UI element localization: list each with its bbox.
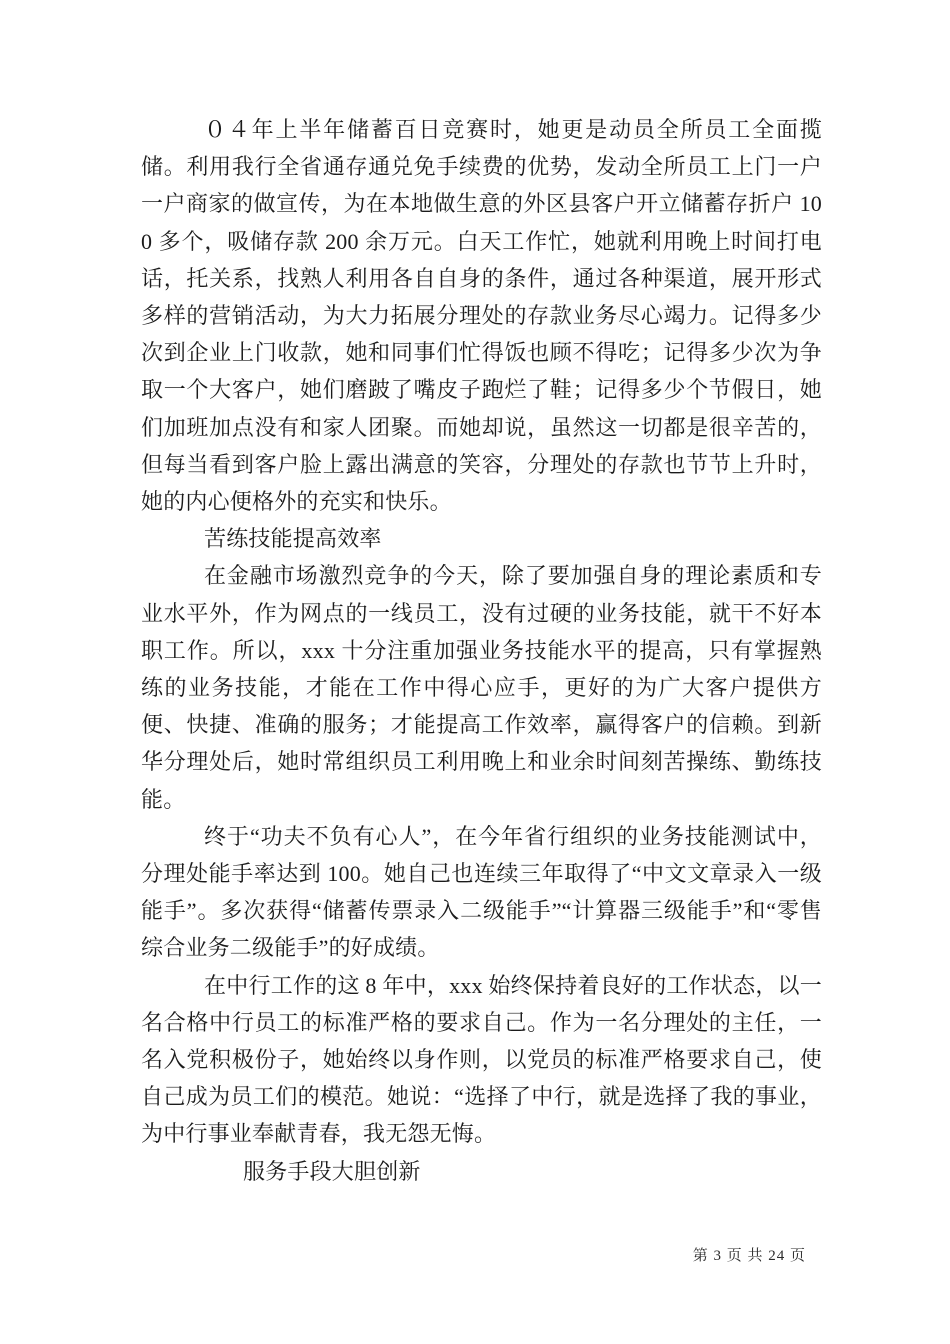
- section-heading-service-innovation: 服务手段大胆创新: [243, 1158, 421, 1184]
- paragraph-skills-training: 在金融市场激烈竞争的今天，除了要加强自身的理论素质和专业水平外，作为网点的一线员工，没有过硬的业务技能，就干不好本职工作。所以，xxx 十分注重加强业务技能水平的提高，只有掌握熟练的业务技能，才能在工作中得心应手，更好的为广大客户提供方便、快捷、准确的服务；才能提高工作效率，赢得客户的信赖。到新华分理处后，她时常组织员工利用晚上和业余时间刻苦操练、勤练技能。: [141, 563, 822, 812]
- paragraph-savings-campaign: ０４年上半年储蓄百日竞赛时，她更是动员全所员工全面揽储。利用我行全省通存通兑免手续费的优势，发动全所员工上门一户一户商家的做宣传，为在本地做生意的外区县客户开立储蓄存折户 100 多个，吸储存款 200 余万元。白天工作忙，她就利用晚上时间打电话，托关系，找熟人利用各自自身的条件，通过各种渠道，展开形式多样的营销活动，为大力拓展分理处的存款业务尽心竭力。记得多少次到企业上门收款，她和同事们忙得饭也顾不得吃；记得多少次为争取一个大客户，她们磨跛了嘴皮子跑烂了鞋；记得多少个节假日，她们加班加点没有和家人团聚。而她却说，虽然这一切都是很辛苦的，但每当看到客户脸上露出满意的笑容，分理处的存款也节节上升时，她的内心便格外的充实和快乐。: [141, 117, 822, 515]
- page-footer: [693, 1246, 806, 1266]
- paragraph-skill-awards: 终于“功夫不负有心人”，在今年省行组织的业务技能测试中，分理处能手率达到 100。她自己也连续三年取得了“中文文章录入一级能手”。多次获得“储蓄传票录入二级能手”“计算器三级能手”和“零售综合业务二级能手”的好成绩。: [141, 823, 822, 961]
- paragraph-work-attitude: 在中行工作的这 8 年中，xxx 始终保持着良好的工作状态，以一名合格中行员工的标准严格的要求自己。作为一名分理处的主任，一名入党积极份子，她始终以身作则，以党员的标准严格要求自己，使自己成为员工们的模范。她说：“选择了中行，就是选择了我的事业，为中行事业奉献青春，我无怨无悔。: [141, 972, 822, 1147]
- document-body: [141, 111, 822, 1190]
- section-heading-skills: 苦练技能提高效率: [204, 526, 382, 552]
- page-number-indicator: 第 3 页 共 24 页: [692, 1248, 806, 1264]
